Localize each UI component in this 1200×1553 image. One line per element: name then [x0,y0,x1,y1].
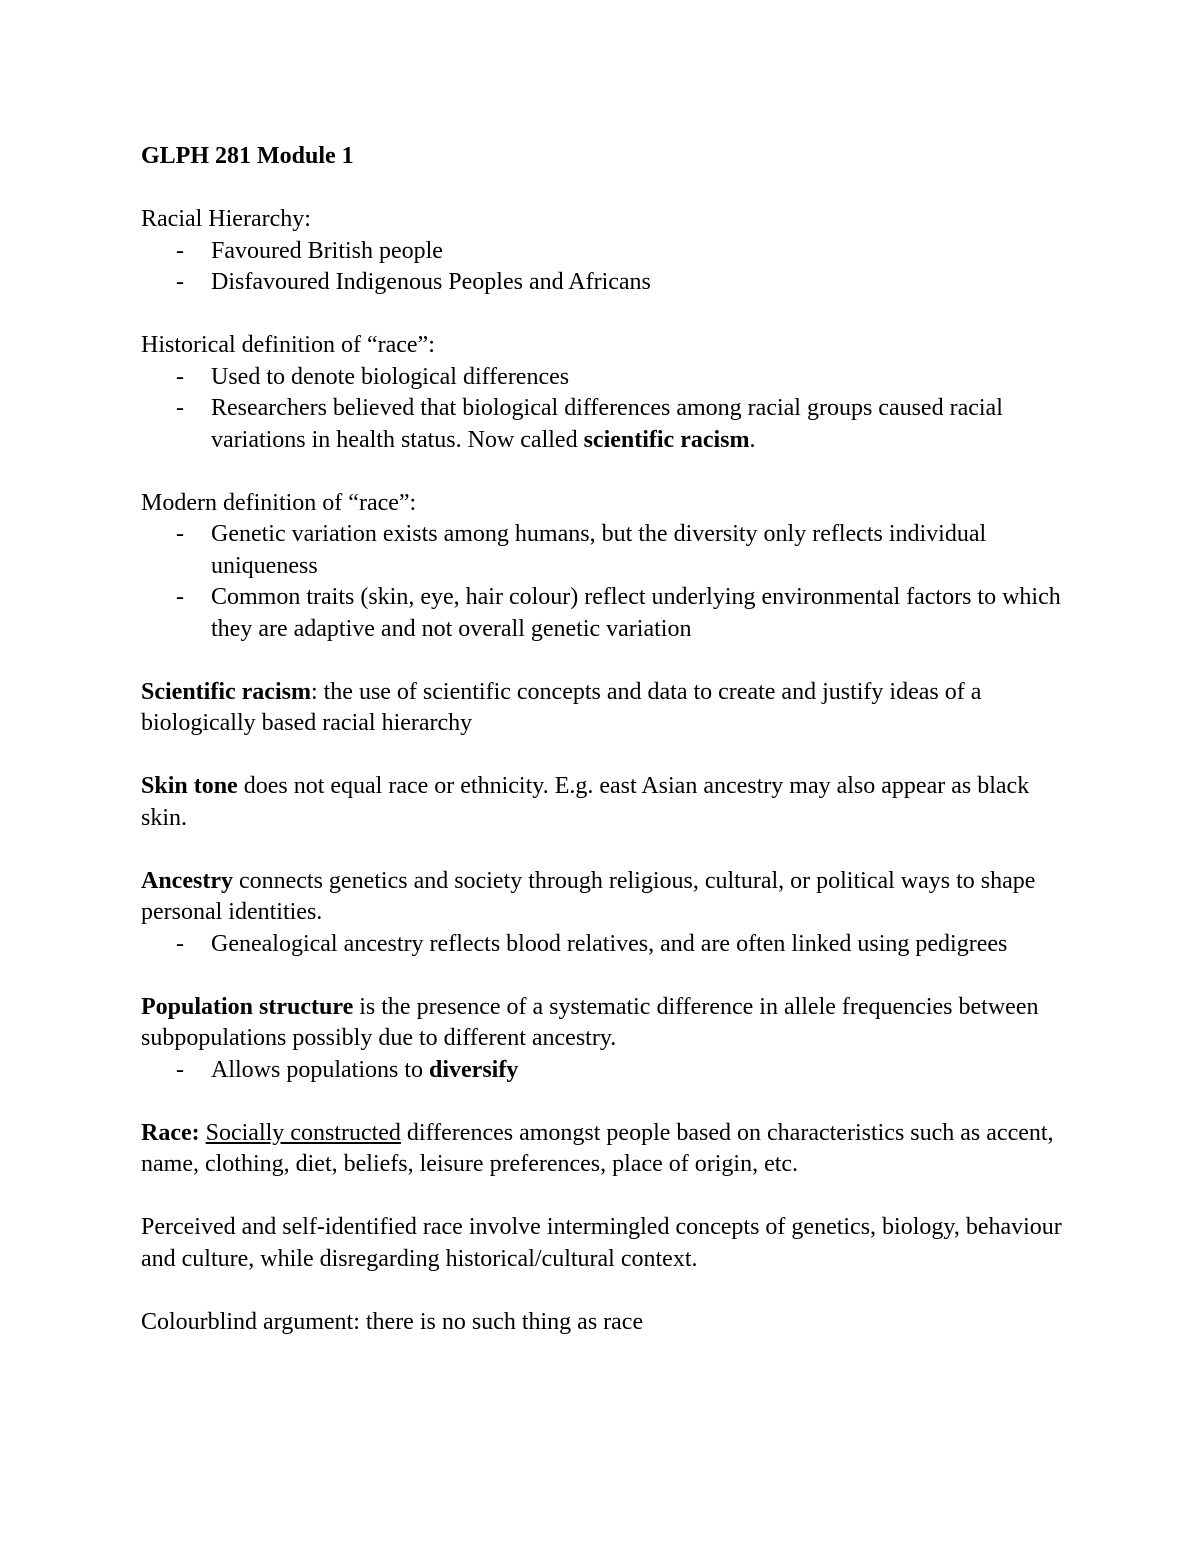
list-item-text-end: . [749,426,756,453]
list-item-text: Common traits (skin, eye, hair colour) reflect underlying environmental factors to which they are adaptive and not overall genetic variation [211,584,1061,642]
list-item [141,929,1071,961]
dash-bullet: - [176,584,184,610]
spacer [141,645,1071,677]
dash-bullet: - [176,930,184,957]
spacer [141,740,1071,772]
bold-term: Ancestry [141,867,233,894]
list-item-text: Genealogical ancestry reflects blood relatives, and are often linked using pedigrees [211,930,1008,957]
bold-term: Skin tone [141,773,238,799]
paragraph-text: connects genetics and society through religious, cultural, or political ways to shape personal identities. [141,867,1036,925]
bold-term: diversify [429,1056,519,1083]
dash-bullet: - [176,269,184,295]
spacer [141,299,1071,331]
race-paragraph [141,1118,1071,1181]
dash-bullet: - [176,363,184,390]
list-item [141,519,1071,582]
spacer [141,1275,1071,1307]
document-page [141,141,1071,1338]
paragraph-text: does not equal race or ethnicity. E.g. east Asian ancestry may also appear as black skin. [141,773,1030,831]
list-item-text: Genetic variation exists among humans, but the diversity only reflects individual uniqueness [211,521,987,579]
spacer [141,834,1071,866]
dash-bullet: - [176,395,184,421]
bold-term: scientific racism [583,426,750,453]
racial-hierarchy-heading: Racial Hierarchy: [141,206,311,232]
list-item [141,582,1071,645]
dash-bullet: - [176,237,184,264]
modern-definition-heading: Modern definition of “race”: [141,489,417,516]
list-item-text: Used to denote biological differences [211,363,570,390]
list-item [141,1055,1071,1087]
racial-hierarchy-list [141,236,1071,299]
bold-term: Scientific racism [141,678,311,705]
bold-term: Population structure [141,993,354,1020]
scientific-racism-paragraph [141,677,1071,740]
list-item-text: Allows populations to [211,1056,430,1083]
paragraph-text: differences amongst people based on characteristics such as accent, name, clothing, diet, beliefs, leisure preferences, place of origin, etc. [141,1119,1054,1177]
list-item [141,362,1071,394]
list-item-text: Disfavoured Indigenous Peoples and Africans [211,269,651,295]
bold-term: Race: [141,1119,200,1146]
dash-bullet: - [176,1056,184,1083]
underlined-term: Socially constructed [205,1119,401,1146]
list-item [141,236,1071,268]
spacer [141,960,1071,992]
colourblind-paragraph: Colourblind argument: there is no such thing as race [141,1308,644,1335]
ancestry-paragraph [141,866,1071,929]
population-structure-paragraph [141,992,1071,1055]
spacer [141,1086,1071,1118]
paragraph-text: is the presence of a systematic difference in allele frequencies between subpopulations possibly due to different ancestry. [141,993,1039,1051]
spacer [141,456,1071,488]
spacer [141,173,1071,205]
historical-definition-list [141,362,1071,457]
document-title: GLPH 281 Module 1 [141,143,354,169]
perceived-race-paragraph: Perceived and self-identified race involve intermingled concepts of genetics, biology, behaviour and culture, while disregarding historical/cultural context. [141,1214,1062,1272]
historical-definition-heading: Historical definition of “race”: [141,332,435,358]
spacer [141,1181,1071,1213]
dash-bullet: - [176,521,184,547]
ancestry-list [141,929,1071,961]
list-item-text: Favoured British people [211,237,443,264]
paragraph-text: : the use of scientific concepts and data to create and justify ideas of a biologically based racial hierarchy [141,678,982,736]
modern-definition-list [141,519,1071,645]
skin-tone-paragraph [141,771,1071,834]
list-item [141,393,1071,456]
population-structure-list [141,1055,1071,1087]
list-item [141,267,1071,299]
list-item-text: Researchers believed that biological differences among racial groups caused racial variations in health status. Now called [211,395,1003,453]
